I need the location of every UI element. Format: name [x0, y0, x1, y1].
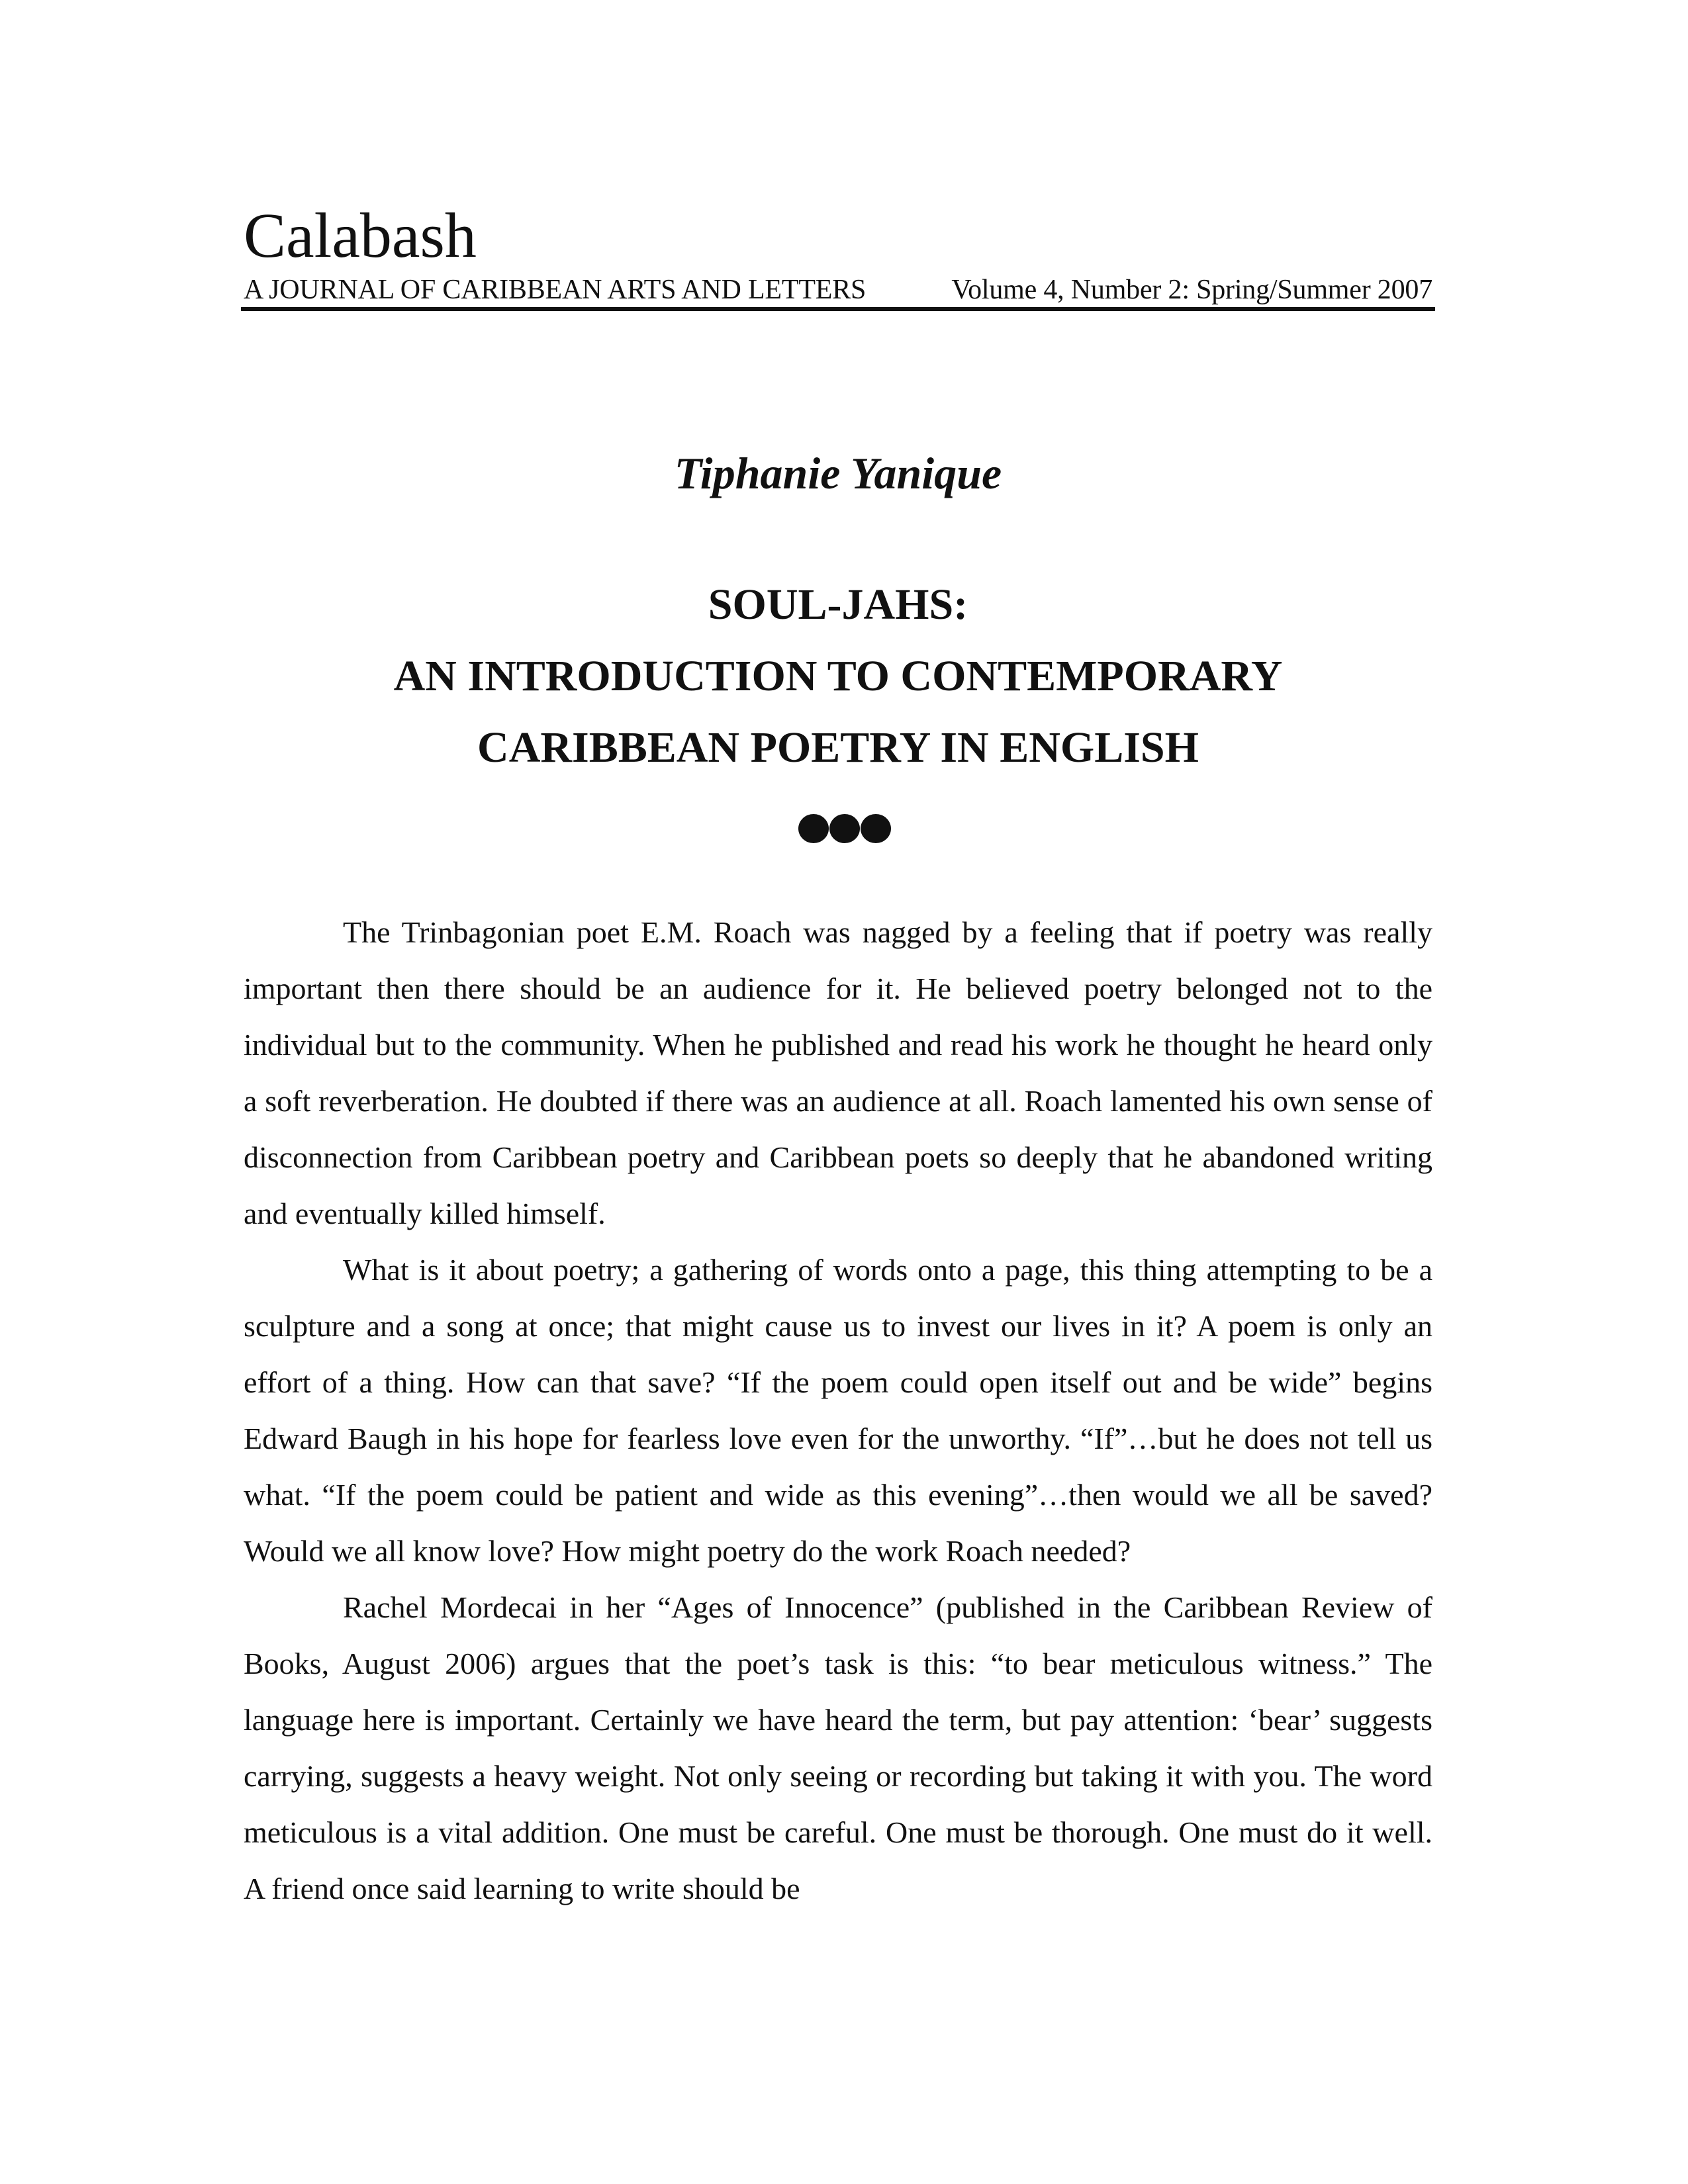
paragraph-2: What is it about poetry; a gathering of words onto a page, this thing attempting to be a sculpture and a song at once; that might cause us to invest our lives in it? A poem is only an effort of a thing. How can that save? “If the poem could open itself out and be wide” begins Edward Baugh in his hope for fearless love even for the unworthy. “If”…but he does not tell us what. “If the poem could be patient and wide as this evening”…then would we all be saved? Would we all know love? How might poetry do the work Roach needed?: [244, 1253, 1432, 1568]
journal-title: Calabash: [244, 200, 477, 271]
journal-subtitle: A JOURNAL OF CARIBBEAN ARTS AND LETTERS: [244, 275, 867, 305]
paragraph-3: Rachel Mordecai in her “Ages of Innocence” (published in the Caribbean Review of Books, August 2006) argues that the poet’s task is this: “to bear meticulous witness.” The language here is important. Certainly we have heard the term, but pay attention: ‘bear’ suggests carrying, suggests a heavy weight. Not only seeing or recording but taking it with you. The word meticulous is a vital addition. One must be careful. One must be thorough. One must do it well. A friend once said learning to write should be: [244, 1590, 1432, 1905]
article-title-line-3: CARIBBEAN POETRY IN ENGLISH: [477, 723, 1199, 772]
ornament-dot-icon: [861, 814, 891, 843]
paragraph-1: The Trinbagonian poet E.M. Roach was nagged by a feeling that if poetry was really important then there should be an audience for it. He believed poetry belonged not to the individual but to the community. When he published and read his work he thought he heard only a soft reverberation. He doubted if there was an audience at all. Roach lamented his own sense of disconnection from Caribbean poetry and Caribbean poets so deeply that he abandoned writing and eventually killed himself.: [244, 915, 1432, 1230]
article-title: [244, 569, 1432, 784]
article-title-line-2: AN INTRODUCTION TO CONTEMPORARY: [393, 652, 1283, 700]
article-body: [244, 904, 1432, 1917]
ornament-dot-icon: [829, 814, 860, 843]
article-title-line-1: SOUL-JAHS:: [708, 580, 968, 629]
masthead: [244, 273, 1432, 307]
three-dots-ornament-icon: [798, 814, 891, 843]
masthead-divider: [241, 307, 1435, 311]
article-author: Tiphanie Yanique: [674, 448, 1002, 498]
issue-info: Volume 4, Number 2: Spring/Summer 2007: [951, 275, 1432, 305]
ornament-dot-icon: [798, 814, 829, 843]
